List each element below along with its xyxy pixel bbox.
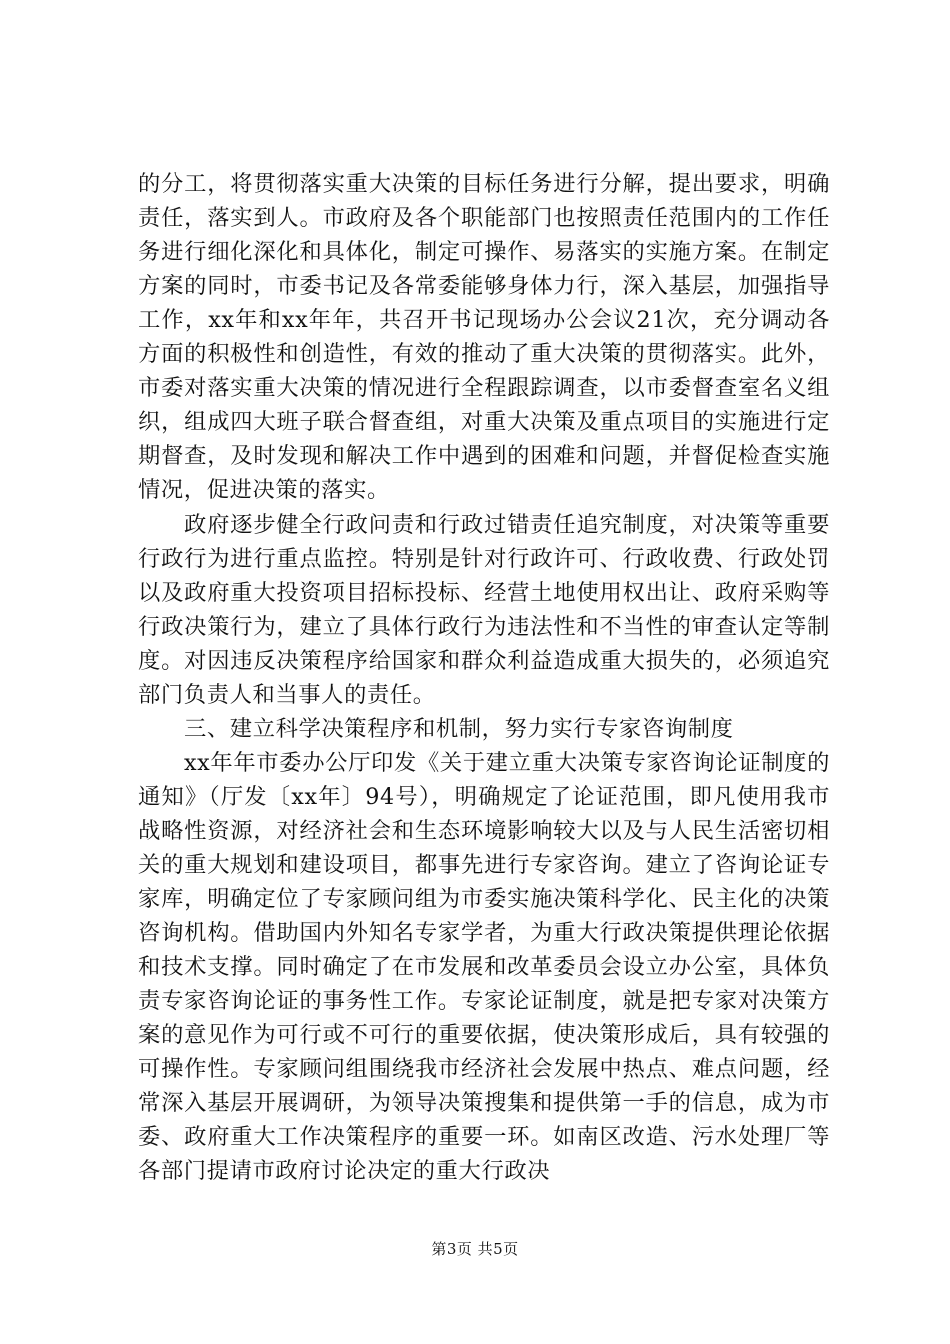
- page-indicator: 第3页 共5页: [431, 1240, 519, 1258]
- section-heading: 三、建立科学决策程序和机制，努力实行专家咨询制度: [184, 716, 734, 742]
- page-footer: [0, 1239, 950, 1259]
- body-text-section-2: [138, 508, 830, 712]
- paragraph-continuation: 的分工，将贯彻落实重大决策的目标任务进行分解，提出要求，明确责任，落实到人。市政府及各个职能部门也按照责任范围内的工作任务进行细化深化和具体化，制定可操作、易落实的实施方案。在制定方案的同时，市委书记及各常委能够身体力行，深入基层，加强指导工作，xx年和xx年年，共召开书记现场办公会议21次，充分调动各方面的积极性和创造性，有效的推动了重大决策的贯彻落实。此外，市委对落实重大决策的情况进行全程跟踪调查，以市委督查室名义组织，组成四大班子联合督查组，对重大决策及重点项目的实施进行定期督查，及时发现和解决工作中遇到的困难和问题，并督促检查实施情况，促进决策的落实。: [138, 171, 830, 503]
- body-text-section-1: [138, 167, 830, 507]
- body-text-section-3: [138, 712, 830, 1188]
- paragraph-accountability: 政府逐步健全行政问责和行政过错责任追究制度，对决策等重要行政行为进行重点监控。特别是针对行政许可、行政收费、行政处罚以及政府重大投资项目招标投标、经营土地使用权出让、政府采购等行政决策行为，建立了具体行政行为违法性和不当性的审查认定等制度。对因违反决策程序给国家和群众利益造成重大损失的，必须追究部门负责人和当事人的责任。: [138, 512, 830, 708]
- paragraph-expert-consultation: xx年年市委办公厅印发《关于建立重大决策专家咨询论证制度的通知》（厅发〔xx年〕94号），明确规定了论证范围，即凡使用我市战略性资源，对经济社会和生态环境影响较大以及与人民生活密切相关的重大规划和建设项目，都事先进行专家咨询。建立了咨询论证专家库，明确定位了专家顾问组为市委实施决策科学化、民主化的决策咨询机构。借助国内外知名专家学者，为重大行政决策提供理论依据和技术支撑。同时确定了在市发展和改革委员会设立办公室，具体负责专家咨询论证的事务性工作。专家论证制度，就是把专家对决策方案的意见作为可行或不可行的重要依据，使决策形成后，具有较强的可操作性。专家顾问组围绕我市经济社会发展中热点、难点问题，经常深入基层开展调研，为领导决策搜集和提供第一手的信息，成为市委、政府重大工作决策程序的重要一环。如南区改造、污水处理厂等各部门提请市政府讨论决定的重大行政决: [138, 750, 830, 1184]
